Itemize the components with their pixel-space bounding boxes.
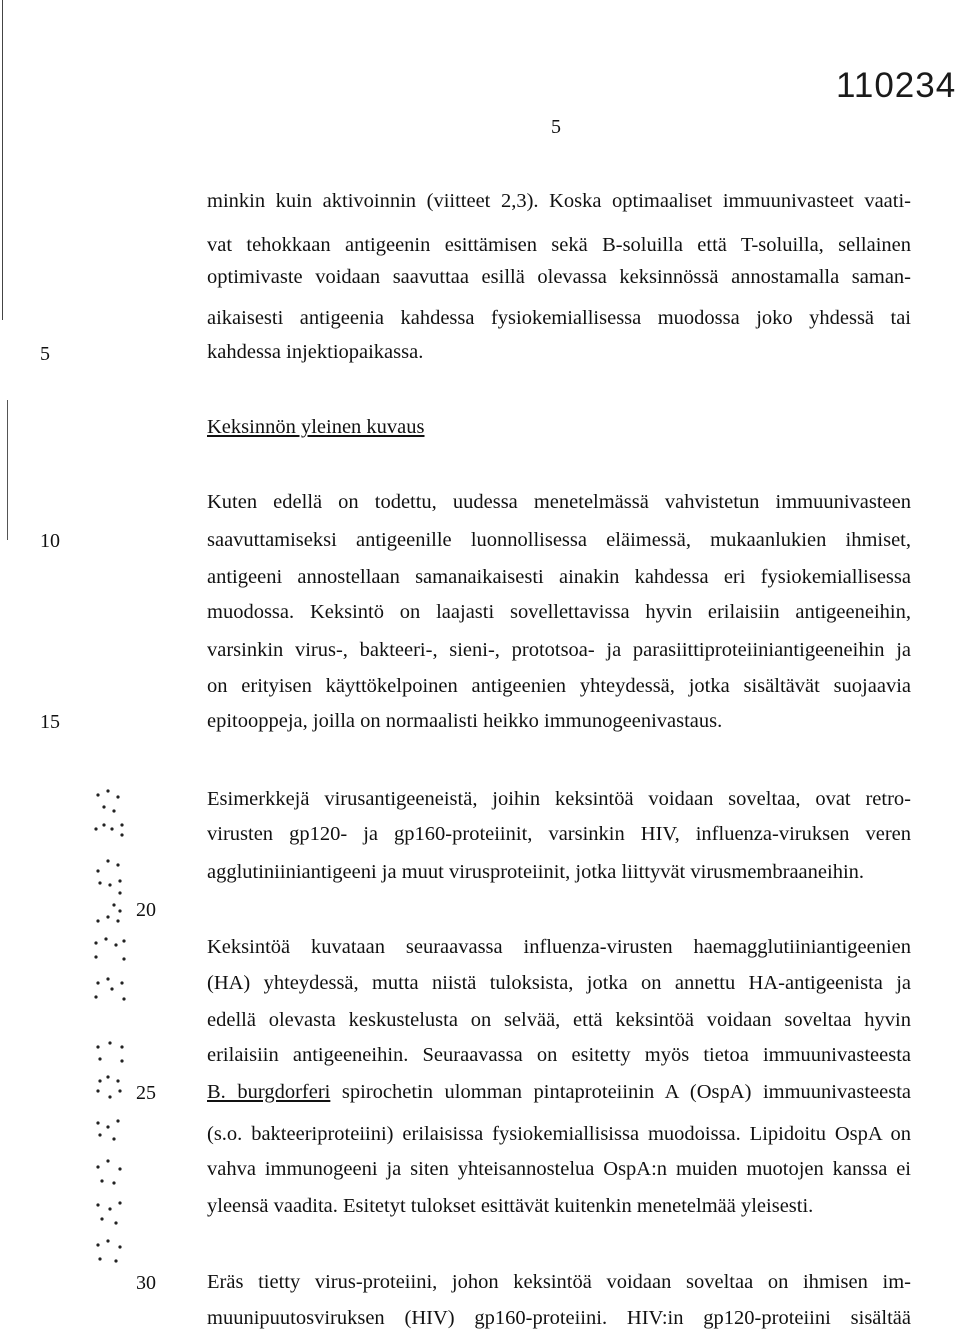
paragraph4-line-5 bbox=[207, 1078, 911, 1106]
paragraph4-line-5-rest: spirochetin ulomman pintaproteiinin A (OspA) immuunivasteesta bbox=[330, 1081, 911, 1103]
paragraph4-line-7: vahva immunogeeni ja siten yhteisannostelua OspA:n muiden muotojen kanssa ei bbox=[207, 1158, 911, 1180]
paragraph3-line-1: Esimerkkejä virusantigeeneistä, joihin keksintöä voidaan soveltaa, ovat retro- bbox=[207, 788, 911, 810]
scan-edge-line-lower bbox=[7, 400, 8, 540]
paragraph2-line-5: varsinkin virus-, bakteeri-, sieni-, prototsoa- ja parasiittiproteiiniantigeeneihin ja bbox=[207, 639, 911, 661]
line-number-20: 20 bbox=[136, 899, 156, 921]
paragraph4-line-4: erilaisiin antigeeneihin. Seuraavassa on esitetty myös tietoa immuunivasteesta bbox=[207, 1044, 911, 1066]
paragraph4-line-2: (HA) yhteydessä, mutta niistä tuloksista, jotka on annettu HA-antigeenista ja bbox=[207, 972, 911, 994]
paragraph2-line-7: epitooppeja, joilla on normaalisti heikko immunogeenivastaus. bbox=[207, 710, 723, 732]
paragraph2-line-2: saavuttamiseksi antigeenille luonnollisessa eläimessä, mukaanlukien ihmiset, bbox=[207, 529, 911, 551]
page-number: 5 bbox=[551, 116, 561, 138]
paragraph2-line-3: antigeeni annostellaan samanaikaisesti ainakin kahdessa eri fysiokemiallisessa bbox=[207, 566, 911, 588]
paragraph4-line-8: yleensä vaadita. Esitetyt tulokset esittävät kuitenkin menetelmää yleisesti. bbox=[207, 1195, 814, 1217]
paragraph1-line-4: aikaisesti antigeenia kahdessa fysiokemiallisessa muodossa joko yhdessä tai bbox=[207, 307, 911, 329]
scan-edge-line bbox=[2, 0, 3, 320]
paragraph1-line-5: kahdessa injektiopaikassa. bbox=[207, 341, 424, 363]
paragraph2-line-4: muodossa. Keksintö on laajasti sovellettavissa hyvin erilaisiin antigeeneihin, bbox=[207, 601, 911, 623]
paragraph3-line-3: agglutiniiniantigeeni ja muut virusproteiinit, jotka liittyvät virusmembraaneihin. bbox=[207, 861, 865, 883]
line-number-15: 15 bbox=[40, 711, 60, 733]
paragraph4-line-3: edellä olevasta keskustelusta on selvää, että keksintöä voidaan soveltaa hyvin bbox=[207, 1009, 911, 1031]
line-number-10: 10 bbox=[40, 530, 60, 552]
paragraph5-line-1: Eräs tietty virus-proteiini, johon keksintöä voidaan soveltaa on ihmisen im- bbox=[207, 1271, 911, 1293]
paragraph2-line-6: on erityisen käyttökelpoinen antigeenien yhteydessä, jotka sisältävät suojaavia bbox=[207, 675, 911, 697]
paragraph1-line-1: minkin kuin aktivoinnin (viitteet 2,3). Koska optimaaliset immuunivasteet vaati- bbox=[207, 190, 911, 212]
paragraph1-line-2: vat tehokkaan antigeenin esittämisen sekä B-soluilla että T-soluilla, sellainen bbox=[207, 234, 911, 256]
species-name-burgdorferi: B. burgdorferi bbox=[207, 1081, 331, 1103]
line-number-30: 30 bbox=[136, 1272, 156, 1294]
paragraph3-line-2: virusten gp120- ja gp160-proteiinit, varsinkin HIV, influenza-viruksen veren bbox=[207, 823, 911, 845]
paragraph1-line-3: optimivaste voidaan saavuttaa esillä olevassa keksinnössä annostamalla saman- bbox=[207, 266, 911, 288]
section-heading: Keksinnön yleinen kuvaus bbox=[207, 416, 425, 438]
paragraph4-line-1: Keksintöä kuvataan seuraavassa influenza-virusten haemagglutiiniantigeenien bbox=[207, 936, 911, 958]
line-number-5: 5 bbox=[40, 343, 50, 365]
line-number-25: 25 bbox=[136, 1082, 156, 1104]
document-number: 110234 bbox=[836, 66, 957, 105]
paragraph2-line-1: Kuten edellä on todettu, uudessa menetelmässä vahvistetun immuunivasteen bbox=[207, 491, 911, 513]
paragraph4-line-6: (s.o. bakteeriproteiini) erilaisissa fysiokemiallisissa muodoissa. Lipidoitu OspA on bbox=[207, 1123, 911, 1145]
paragraph5-line-2: muunipuutosviruksen (HIV) gp160-proteiini. HIV:in gp120-proteiini sisältää bbox=[207, 1307, 911, 1329]
margin-dot-marks bbox=[84, 785, 144, 1285]
